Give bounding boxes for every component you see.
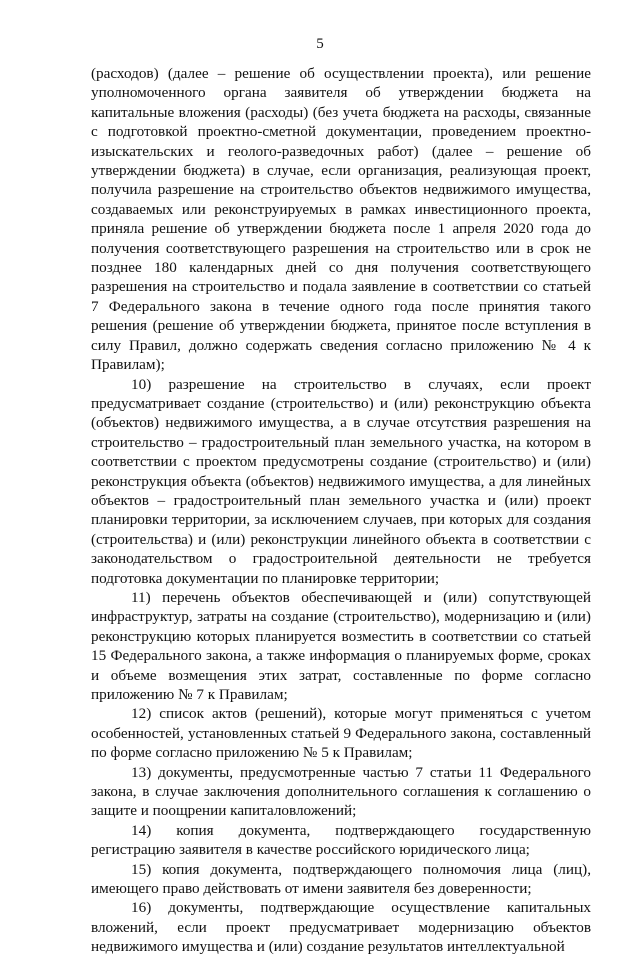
paragraph-item-15: 15) копия документа, подтверждающего полномочия лица (лиц), имеющего право действовать от имени заявителя без доверенности; bbox=[91, 860, 591, 898]
paragraph-item-11: 11) перечень объектов обеспечивающей и (или) сопутствующей инфраструктур, затраты на создание (строительство), модернизацию и (или) реконструкцию которых планируется возместить в соответствии со статьей 15 Федерального закона, а также информация о планируемых форме, сроках и объеме возмещения этих затрат, составленные по форме согласно приложению № 7 к Правилам; bbox=[91, 588, 591, 703]
document-body bbox=[91, 64, 591, 957]
paragraph-item-10: 10) разрешение на строительство в случаях, если проект предусматривает создание (строительство) и (или) реконструкцию объекта (объектов) недвижимого имущества, а в случае отсутствия разрешения на строительство – градостроительный план земельного участка, на котором в соответствии с проектом предусмотрены создание (строительство) и (или) реконструкция объекта (объектов) недвижимого имущества, а для линейных объектов – градостроительный план земельного участка и (или) проект планировки территории, за исключением случаев, при которых для создания (строительства) и (или) реконструкции линейного объекта в соответствии с законодательством о градостроительной деятельности не требуется подготовка документации по планировке территории; bbox=[91, 375, 591, 587]
paragraph-item-13: 13) документы, предусмотренные частью 7 статьи 11 Федерального закона, в случае заключения дополнительного соглашения к соглашению о защите и поощрении капиталовложений; bbox=[91, 763, 591, 820]
page-number: 5 bbox=[316, 36, 324, 52]
paragraph-item-12: 12) список актов (решений), которые могут применяться с учетом особенностей, установленных статьей 9 Федерального закона, составленный по форме согласно приложению № 5 к Правилам; bbox=[91, 705, 591, 762]
paragraph-item-14: 14) копия документа, подтверждающего государственную регистрацию заявителя в качестве российского юридического лица; bbox=[91, 821, 591, 859]
paragraph-continuation: (расходов) (далее – решение об осуществлении проекта), или решение уполномоченного органа заявителя об утверждении бюджета на капитальные вложения (расходы) (без учета бюджета на расходы, связанные с подготовкой проектно-сметной документации, проведением проектно-изыскательских и геолого-разведочных работ) (далее – решение об утверждении бюджета) в случае, если организация, реализующая проект, получила разрешение на строительство объектов недвижимого имущества, создаваемых или реконструируемых в рамках инвестиционного проекта, приняла решение об утверждении бюджета после 1 апреля 2020 года до получения соответствующего разрешения на строительство или в срок не позднее 180 календарных дней со дня получения соответствующего разрешения на строительство и подала заявление в соответствии со статьей 7 Федерального закона в течение одного года после принятия такого решения (решение об утверждении бюджета, принятое после вступления в силу Правил, должно содержать сведения согласно приложению № 4 к Правилам); bbox=[91, 65, 591, 374]
paragraph-item-16: 16) документы, подтверждающие осуществление капитальных вложений, если проект предусматривает модернизацию объектов недвижимого имущества и (или) создание результатов интеллектуальной bbox=[91, 899, 591, 956]
